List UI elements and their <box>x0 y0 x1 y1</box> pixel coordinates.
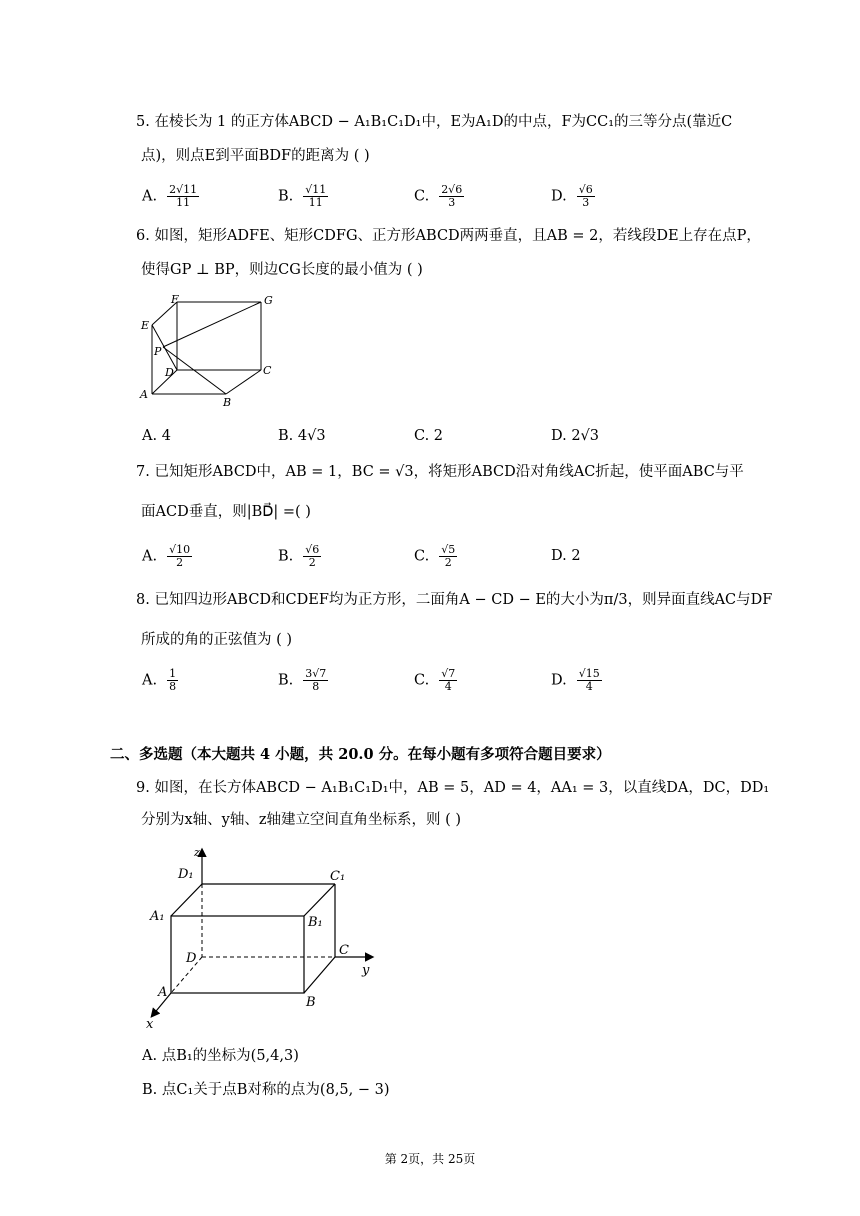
label-e: E <box>141 319 150 332</box>
label-d: D <box>165 366 174 379</box>
label-a: A <box>140 388 148 401</box>
q8-line1: 8. 已知四边形ABCD和CDEF均为正方形，二面角A − CD − E的大小为π/3，则异面直线AC与DF <box>136 592 773 608</box>
fraction-numerator: √11 <box>305 183 327 196</box>
section-heading: 二、多选题（本大题共 4 小题，共 20.0 分。在每小题有多项符合题目要求） <box>110 746 611 763</box>
option-letter: A. <box>142 672 158 689</box>
label-x: x <box>146 1017 154 1032</box>
q9-line2: 分别为x轴、y轴、z轴建立空间直角坐标系，则 ( ) <box>141 812 462 828</box>
label-d1: D₁ <box>178 867 194 882</box>
label-f: F <box>171 293 179 306</box>
option-letter: D. <box>551 188 567 205</box>
q8-option-d[interactable] <box>551 668 602 693</box>
label-z: z <box>194 846 200 859</box>
fraction-numerator: √7 <box>441 667 456 680</box>
option-text: 2 <box>571 548 581 564</box>
fraction-numerator: √5 <box>441 543 456 556</box>
label-b1: B₁ <box>308 915 323 930</box>
option-letter: B. <box>278 672 294 689</box>
fraction-denominator: 2 <box>308 556 316 569</box>
edge-a1d1 <box>171 884 202 916</box>
option-letter: C. <box>414 548 430 565</box>
fraction-denominator: 2 <box>176 556 184 569</box>
q6-line1: 6. 如图，矩形ADFE、矩形CDFG、正方形ABCD两两垂直，且AB = 2，若线段DE上存在点P， <box>136 228 761 244</box>
q9-figure <box>140 840 390 1032</box>
option-letter: B. <box>278 188 294 205</box>
q6-line2: 使得GP ⊥ BP，则边CG长度的最小值为 ( ) <box>141 262 423 278</box>
q8-option-b[interactable] <box>278 668 328 693</box>
option-letter: C. <box>414 672 430 689</box>
label-d: D <box>186 951 197 966</box>
label-c1: C₁ <box>330 869 346 884</box>
fraction-numerator: 1 <box>169 667 177 680</box>
edge-bc <box>304 957 335 993</box>
label-p: P <box>154 345 162 358</box>
q6-option-a[interactable]: A. 4 <box>142 428 171 444</box>
fraction-numerator: 2√6 <box>441 183 463 196</box>
q5-line1: 5. 在棱长为 1 的正方体ABCD − A₁B₁C₁D₁中，E为A₁D的中点，F为CC₁的三等分点(靠近C <box>136 114 733 130</box>
label-y: y <box>362 963 370 978</box>
q7-option-a[interactable] <box>142 544 192 569</box>
label-a1: A₁ <box>150 909 165 924</box>
q5-option-b[interactable] <box>278 184 328 209</box>
label-b: B <box>306 995 316 1010</box>
q7-line2: 面ACD垂直，则|BD⃗| =( ) <box>141 504 311 520</box>
option-letter: D. <box>551 672 567 689</box>
fraction-numerator: √15 <box>578 667 600 680</box>
label-c: C <box>339 943 349 958</box>
fraction-denominator: 11 <box>176 196 191 209</box>
q5-option-d[interactable] <box>551 184 595 209</box>
fraction-numerator: √10 <box>169 543 191 556</box>
fraction-denominator: 3 <box>582 196 590 209</box>
fraction-numerator: √6 <box>305 543 320 556</box>
label-c: C <box>263 364 272 377</box>
q6-option-b[interactable]: B. 4√3 <box>278 428 326 444</box>
q9-option-a[interactable]: A. 点B₁的坐标为(5,4,3) <box>142 1048 299 1064</box>
edge-b1c1 <box>304 884 335 916</box>
q6-option-d[interactable]: D. 2√3 <box>551 428 600 444</box>
edge-bc <box>226 370 261 394</box>
page-footer: 第 2页，共 25页 <box>384 1152 476 1166</box>
q7-option-c[interactable] <box>414 544 457 569</box>
option-letter: A. <box>142 548 158 565</box>
label-a: A <box>158 985 168 1000</box>
fraction-numerator: √6 <box>578 183 593 196</box>
fraction-denominator: 11 <box>308 196 323 209</box>
segment-pg <box>163 302 261 347</box>
q5-option-c[interactable] <box>414 184 464 209</box>
q5-line2: 点)，则点E到平面BDF的距离为 ( ) <box>141 148 370 164</box>
q7-line1: 7. 已知矩形ABCD中，AB = 1，BC = √3，将矩形ABCD沿对角线AC折起，使平面ABC与平 <box>136 464 744 480</box>
q5-option-a[interactable] <box>142 184 199 209</box>
label-g: G <box>264 294 273 307</box>
q7-option-b[interactable] <box>278 544 321 569</box>
fraction-denominator: 4 <box>444 680 452 693</box>
fraction-denominator: 2 <box>444 556 452 569</box>
q6-figure <box>138 292 278 410</box>
fraction-numerator: 3√7 <box>305 667 327 680</box>
q7-option-d[interactable] <box>551 546 581 566</box>
fraction-denominator: 8 <box>169 680 177 693</box>
q6-option-c[interactable]: C. 2 <box>414 428 444 444</box>
q9-line1: 9. 如图，在长方体ABCD − A₁B₁C₁D₁中，AB = 5，AD = 4，AA₁ = 3，以直线DA，DC，DD₁ <box>136 780 770 796</box>
fraction-denominator: 8 <box>312 680 320 693</box>
option-letter: D. <box>551 548 567 564</box>
q8-option-c[interactable] <box>414 668 457 693</box>
fraction-denominator: 4 <box>585 680 593 693</box>
label-b: B <box>223 396 232 409</box>
option-letter: A. <box>142 188 158 205</box>
q8-line2: 所成的角的正弦值为 ( ) <box>141 632 293 648</box>
fraction-numerator: 2√11 <box>169 183 198 196</box>
fraction-denominator: 3 <box>448 196 456 209</box>
option-letter: B. <box>278 548 294 565</box>
q8-option-a[interactable] <box>142 668 178 693</box>
option-letter: C. <box>414 188 430 205</box>
q9-option-b[interactable]: B. 点C₁关于点B对称的点为(8,5, − 3) <box>142 1082 390 1098</box>
